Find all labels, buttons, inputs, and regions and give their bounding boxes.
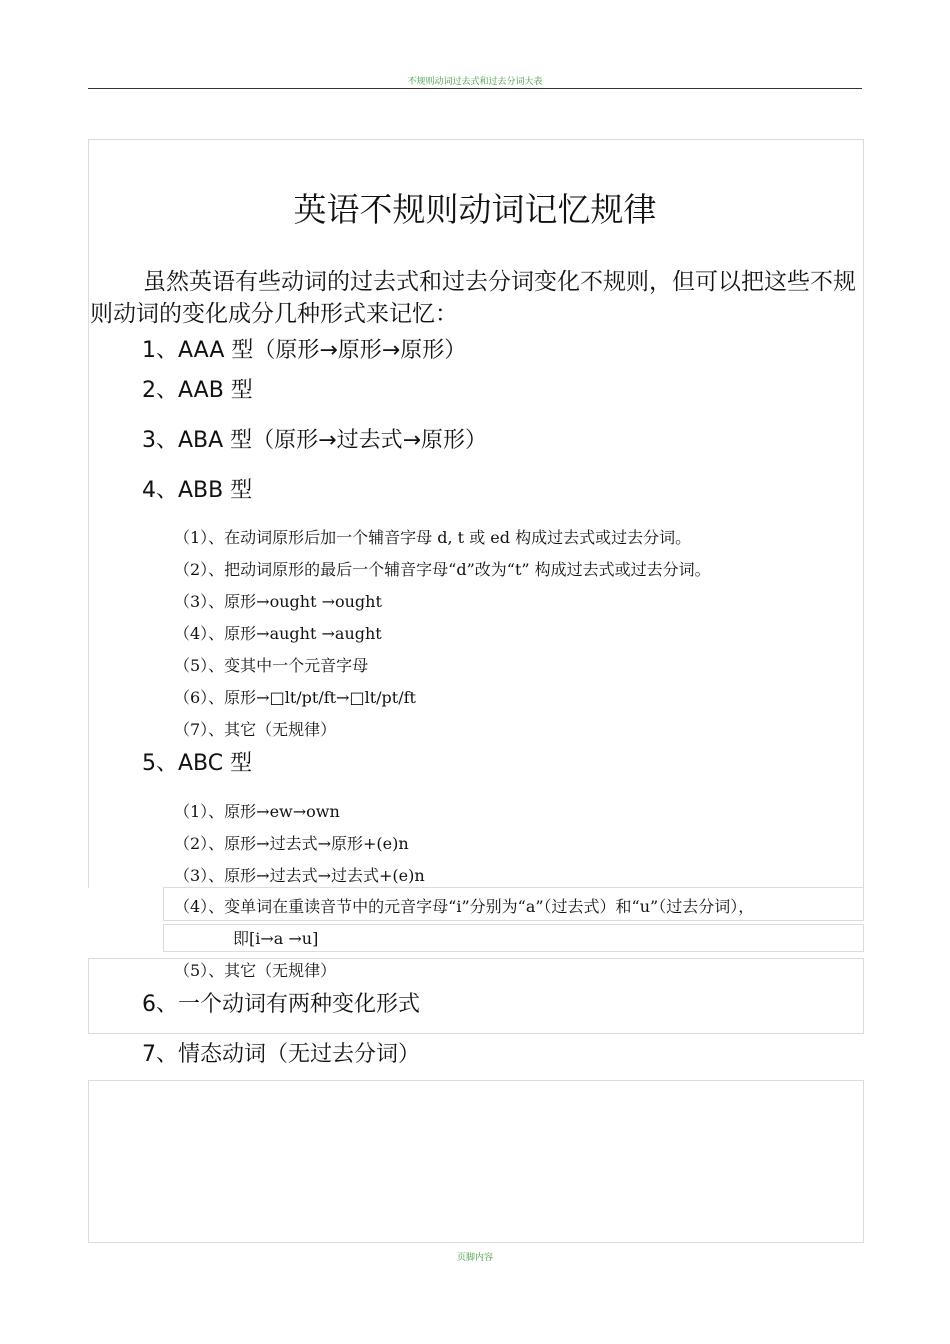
abb-item: （3）、原形→ought →ought (174, 592, 382, 611)
type-modal: 7、情态动词（无过去分词） (142, 1042, 420, 1067)
abc-item: （4）、变单词在重读音节中的元音字母“i”分别为“a”（过去式）和“u”（过去分词）， (174, 897, 755, 916)
type-aaa: 1、AAA 型（原形→原形→原形） (142, 338, 467, 363)
abb-item: （5）、变其中一个元音字母 (174, 656, 369, 675)
abc-item: （2）、原形→过去式→原形+(e)n (174, 834, 409, 853)
type-aba: 3、ABA 型（原形→过去式→原形） (142, 428, 488, 453)
type-aab: 2、AAB 型 (142, 378, 253, 403)
abc-item-continuation: 即[i→a →u] (233, 929, 319, 948)
abc-item: （1）、原形→ew→own (174, 802, 340, 821)
abb-item: （2）、把动词原形的最后一个辅音字母“d”改为“t” 构成过去式或过去分词。 (174, 560, 711, 579)
page-footer: 页脚内容 (456, 1253, 493, 1263)
type-abc: 5、ABC 型 (142, 751, 253, 776)
abc-item: （5）、其它（无规律） (174, 961, 337, 980)
page-title: 英语不规则动词记忆规律 (293, 190, 657, 229)
content-frame-bottom (88, 1080, 864, 1243)
abb-item: （4）、原形→aught →aught (174, 624, 382, 643)
intro-paragraph: 虽然英语有些动词的过去式和过去分词变化不规则，但可以把这些不规则动词的变化成分几种形式来记忆： (90, 269, 856, 327)
type-abb: 4、ABB 型 (142, 478, 253, 503)
type-two-forms: 6、一个动词有两种变化形式 (142, 992, 420, 1017)
abb-item: （7）、其它（无规律） (174, 720, 337, 739)
abc-item: （3）、原形→过去式→过去式+(e)n (174, 866, 425, 885)
page-header: 不规则动词过去式和过去分词大表 (407, 77, 543, 87)
abb-item: （1）、在动词原形后加一个辅音字母 d, t 或 ed 构成过去式或过去分词。 (174, 528, 692, 547)
abb-item: （6）、原形→□lt/pt/ft→□lt/pt/ft (174, 688, 416, 707)
header-divider (88, 88, 862, 89)
